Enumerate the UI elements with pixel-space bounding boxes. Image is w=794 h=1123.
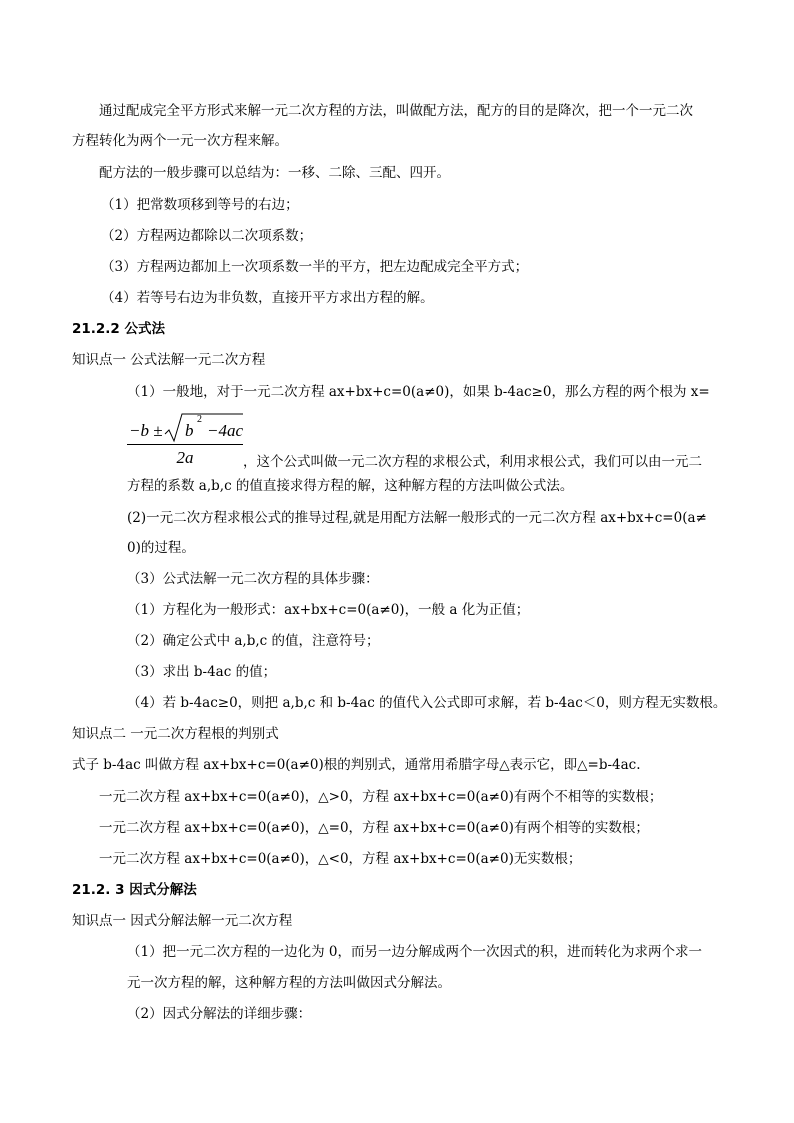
formula-denominator: 2a <box>176 448 194 467</box>
knowledge-point-title: 知识点一 公式法解一元二次方程 <box>72 352 266 368</box>
sub-step-item: （2）确定公式中 a,b,c 的值，注意符号； <box>127 633 380 649</box>
formula-sqrt-rest: −4ac <box>207 421 244 440</box>
fraction-bar <box>127 444 243 445</box>
sub-step-item: （1）方程化为一般形式：ax+bx+c=0(a≠0)，一般 a 化为正值； <box>127 602 530 618</box>
factor-paragraph-line1: （1）把一元二次方程的一边化为 0，而另一边分解成两个一次因式的积，进而转化为求两个求一 <box>127 944 702 960</box>
discriminant-case: 一元二次方程 ax+bx+c=0(a≠0)，△>0，方程 ax+bx+c=0(a≠0)有两个不相等的实数根； <box>99 789 663 805</box>
steps-title: 配方法的一般步骤可以总结为：一移、二除、三配、四开。 <box>99 165 450 181</box>
step-item: （1）把常数项移到等号的右边； <box>101 197 299 213</box>
sub-step-item: （4）若 b-4ac≥0，则把 a,b,c 和 b-4ac 的值代入公式即可求解，若 b-4ac＜0，则方程无实数根。 <box>127 695 727 711</box>
formula-sqrt-b: b <box>185 421 194 440</box>
section-heading-factor: 21.2. 3 因式分解法 <box>72 882 197 898</box>
intro-paragraph-line2: 方程转化为两个一元一次方程来解。 <box>72 133 288 149</box>
steps-intro: （3）公式法解一元二次方程的具体步骤： <box>127 571 379 587</box>
factor-steps-intro: （2）因式分解法的详细步骤： <box>127 1006 312 1022</box>
sub-step-item: （3）求出 b-4ac 的值； <box>127 664 277 680</box>
discriminant-definition: 式子 b-4ac 叫做方程 ax+bx+c=0(a≠0)根的判别式，通常用希腊字母△表示它，即△=b-4ac. <box>72 757 641 773</box>
formula-sqrt-exponent: 2 <box>197 414 202 425</box>
step-item: （4）若等号右边为非负数，直接开平方求出方程的解。 <box>101 290 434 306</box>
formula-numerator-left: −b ± <box>129 421 163 440</box>
formula-paragraph-line2: ，这个公式叫做一元二次方程的求根公式，利用求根公式，我们可以由一元二 <box>243 454 702 470</box>
knowledge-point-title: 知识点二 一元二次方程根的判别式 <box>72 726 279 742</box>
discriminant-case: 一元二次方程 ax+bx+c=0(a≠0)，△<0，方程 ax+bx+c=0(a≠0)无实数根； <box>99 851 582 867</box>
quadratic-formula <box>127 410 243 470</box>
formula-paragraph-line3: 方程的系数 a,b,c 的值直接求得方程的解，这种解方程的方法叫做公式法。 <box>127 478 574 494</box>
formula-paragraph-line1: （1）一般地，对于一元二次方程 ax+bx+c=0(a≠0)，如果 b-4ac≥0，那么方程的两个根为 x= <box>127 384 710 400</box>
derivation-paragraph-line1: (2)一元二次方程求根公式的推导过程,就是用配方法解一般形式的一元二次方程 ax+bx+c=0(a≠ <box>127 510 707 526</box>
knowledge-point-title: 知识点一 因式分解法解一元二次方程 <box>72 913 293 929</box>
step-item: （3）方程两边都加上一次项系数一半的平方，把左边配成完全平方式； <box>101 259 529 275</box>
section-heading-formula: 21.2.2 公式法 <box>72 321 166 337</box>
discriminant-case: 一元二次方程 ax+bx+c=0(a≠0)，△=0，方程 ax+bx+c=0(a≠0)有两个相等的实数根； <box>99 820 649 836</box>
step-item: （2）方程两边都除以二次项系数； <box>101 228 313 244</box>
intro-paragraph-line1: 通过配成完全平方形式来解一元二次方程的方法，叫做配方法，配方的目的是降次，把一个一元二次 <box>99 103 693 119</box>
factor-paragraph-line2: 元一次方程的解，这种解方程的方法叫做因式分解法。 <box>127 975 451 991</box>
derivation-paragraph-line2: 0)的过程。 <box>127 540 195 556</box>
